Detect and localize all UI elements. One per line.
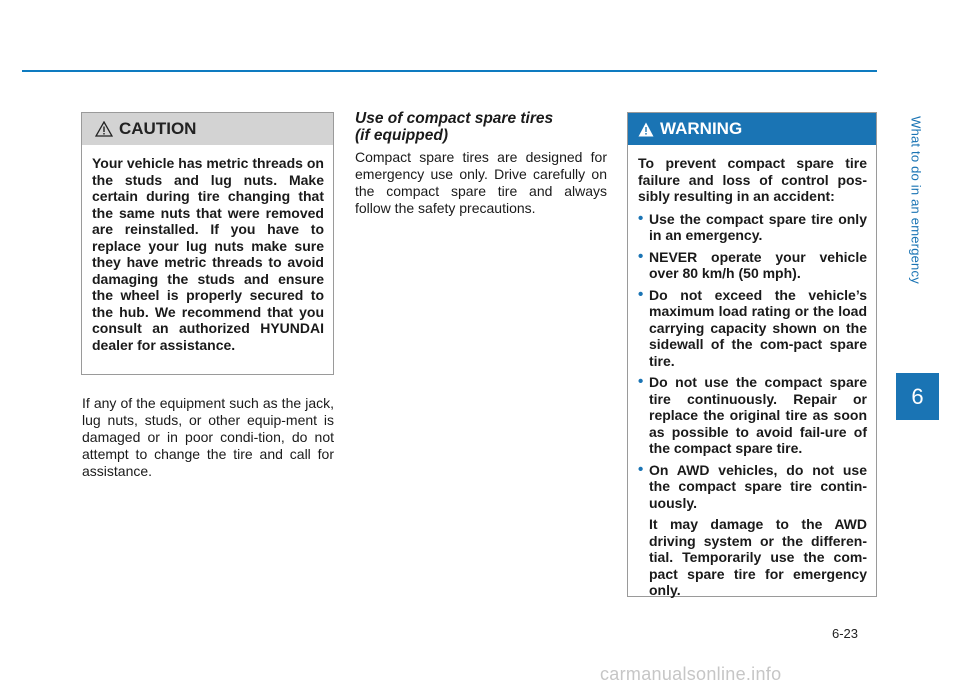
bullet-icon: • [638, 247, 644, 265]
section-heading-line2: (if equipped) [355, 127, 448, 144]
warning-item-text: Do not exceed the vehicle’s maximum load rating or the load carrying capacity shown on the sidewall of the com-pact spare tire. [649, 286, 867, 369]
warning-item [638, 211, 867, 244]
section-paragraph: Compact spare tires are designed for emergency use only. Drive carefully on the compact spare tire and always follow the safety precautions. [355, 149, 607, 216]
warning-body [628, 145, 876, 599]
top-rule [22, 70, 877, 72]
bullet-icon: • [638, 209, 644, 227]
chapter-tab: 6 [896, 373, 939, 420]
equipment-paragraph: If any of the equipment such as the jack, lug nuts, studs, or other equip-ment is damaged or in poor condi-tion, do not attempt to change the tire and call for assistance. [82, 395, 334, 479]
warning-title: WARNING [660, 119, 743, 138]
warning-header [628, 113, 876, 145]
warning-triangle-icon [638, 122, 654, 137]
section-heading [355, 110, 610, 144]
warning-item [638, 462, 867, 512]
warning-item-text: Do not use the compact spare tire continuously. Repair or replace the original tire as soon as possible to avoid fail-ure of the compact spare tire. [649, 374, 867, 456]
warning-intro: To prevent compact spare tire failure and loss of control pos-sibly resulting in an accident: [638, 155, 867, 204]
section-heading-line1: Use of compact spare tires [355, 110, 554, 127]
warning-item [638, 374, 867, 457]
bullet-icon: • [638, 460, 644, 478]
watermark: carmanualsonline.info [600, 664, 782, 684]
chapter-side-title [908, 40, 924, 360]
warning-note: It may damage to the AWD driving system or the differen-tial. Temporarily use the com-pact spare tire for emergency only. [649, 516, 867, 598]
warning-item-text: NEVER operate your vehicle over 80 km/h (50 mph). [649, 248, 867, 281]
bullet-icon: • [638, 285, 644, 303]
caution-title: CAUTION [119, 119, 197, 138]
bullet-icon: • [638, 373, 644, 390]
warning-triangle-icon [95, 121, 113, 137]
warning-item [638, 287, 867, 370]
warning-list [638, 211, 867, 512]
caution-header [82, 113, 333, 145]
chapter-side-title-text: What to do in an emergency [908, 116, 924, 284]
page-number: 6-23 [832, 626, 859, 641]
caution-text: Your vehicle has metric threads on the studs and lug nuts. Make certain during tire changing that the same nuts that were removed are reinstalled. If you have to replace your lug nuts make sure they have metric threads to avoid damaging the studs and ensure the wheel is properly secured to the hub. We recommend that you consult an authorized HYUNDAI dealer for assistance. [92, 155, 324, 353]
caution-box [81, 112, 334, 375]
warning-box [627, 112, 877, 597]
warning-item-text: On AWD vehicles, do not use the compact spare tire contin-uously. [649, 461, 867, 511]
warning-item-text: Use the compact spare tire only in an emergency. [649, 210, 867, 243]
warning-item [638, 249, 867, 282]
